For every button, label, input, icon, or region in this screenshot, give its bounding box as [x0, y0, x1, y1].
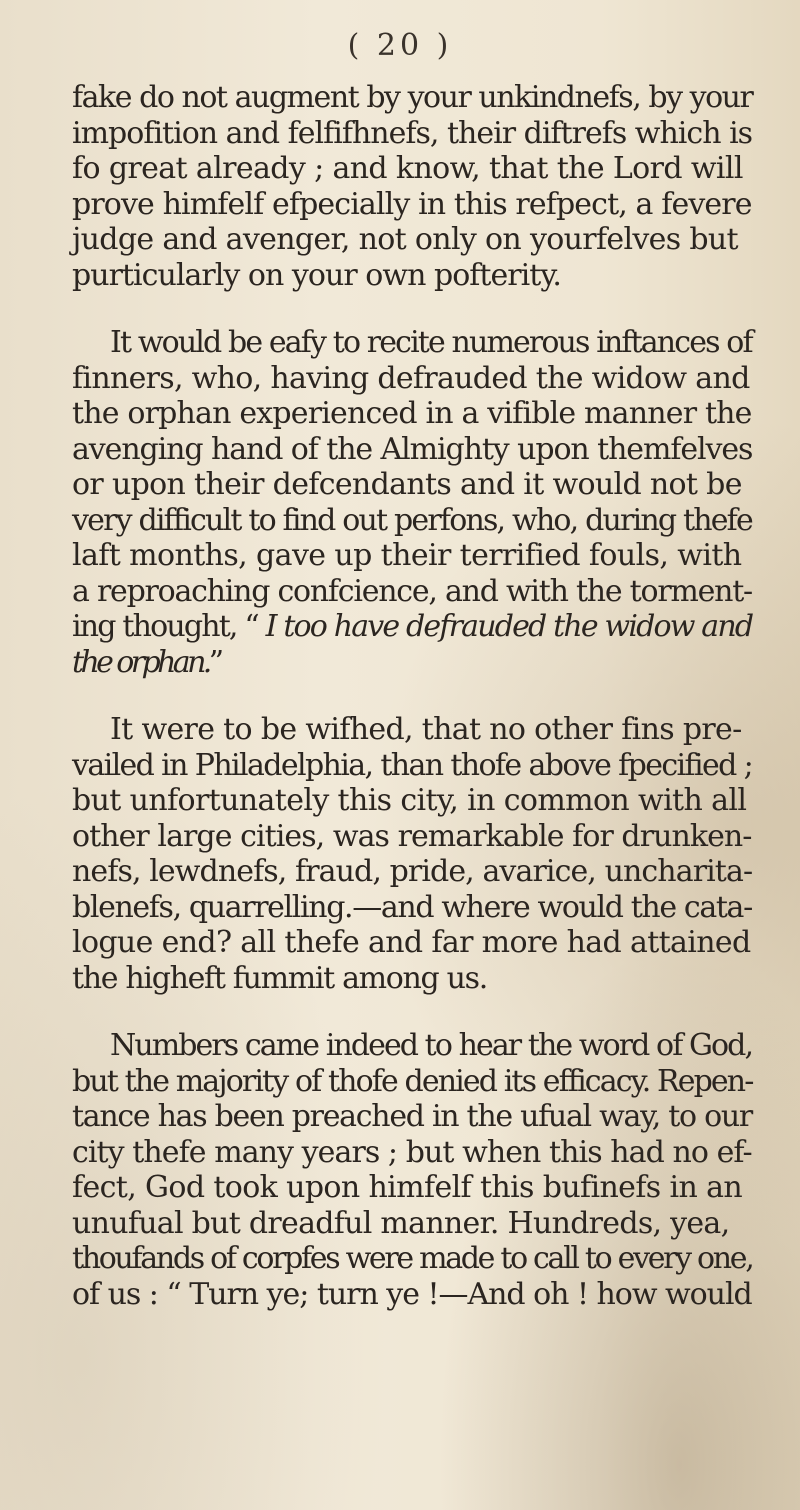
text-line	[72, 467, 800, 503]
body-text	[72, 80, 800, 1344]
line-text: unufual but dreadful manner. Hundreds, yea,	[72, 1205, 730, 1241]
paragraph	[72, 80, 800, 293]
text-line	[72, 1135, 800, 1171]
italic-quote: I too have defrauded the widow and	[265, 609, 753, 644]
line-text: fect, God took upon himfelf this bufinefs in an	[72, 1170, 743, 1205]
line-text: It would be eafy to recite numerous inftances of	[110, 325, 752, 360]
text-line	[72, 151, 800, 187]
text-line	[72, 1241, 800, 1277]
line-text: judge and avenger, not only on yourfelves but	[72, 222, 738, 257]
text-line	[72, 432, 800, 468]
text-line	[72, 609, 800, 645]
line-text: the orphan experienced in a vifible manner the	[72, 396, 752, 431]
text-line	[72, 258, 800, 294]
text-line	[72, 574, 800, 610]
text-line	[72, 222, 800, 258]
line-text: purticularly on your own pofterity.	[72, 257, 561, 293]
text-line	[72, 712, 800, 748]
line-text: ”	[208, 644, 221, 680]
text-line	[72, 748, 800, 784]
text-line	[72, 1277, 800, 1313]
line-text: fo great already ; and know, that the Lord will	[72, 151, 743, 186]
line-text: thoufands of corpfes were made to call to every one,	[72, 1241, 753, 1276]
text-line	[72, 503, 800, 539]
text-line	[72, 538, 800, 574]
line-text: city thefe many years ; but when this had no ef-	[72, 1134, 752, 1170]
text-line	[72, 1206, 800, 1242]
line-text: logue end? all thefe and far more had attained	[72, 925, 751, 960]
line-text: a reproaching confcience, and with the torment-	[72, 573, 752, 609]
line-text: but unfortunately this city, in common with all	[72, 783, 747, 818]
italic-quote: the orphan.	[72, 644, 209, 680]
text-line	[72, 819, 800, 855]
text-line	[72, 325, 800, 361]
line-text: tance has been preached in the ufual way, to our	[72, 1099, 752, 1134]
line-text: impofition and felfifhnefs, their diftrefs which is	[72, 115, 753, 151]
text-line	[72, 890, 800, 926]
line-text: finners, who, having defrauded the widow and	[72, 360, 750, 396]
text-line	[72, 1170, 800, 1206]
line-text: very difficult to find out perfons, who, during thefe	[72, 502, 752, 538]
line-text: prove himfelf efpecially in this refpect, a fevere	[72, 186, 752, 222]
text-line	[72, 1064, 800, 1100]
text-line	[72, 1099, 800, 1135]
text-line	[72, 116, 800, 152]
line-text: or upon their defcendants and it would not be	[72, 467, 742, 502]
line-text: other large cities, was remarkable for drunken-	[72, 818, 752, 854]
text-line	[72, 925, 800, 961]
line-text: nefs, lewdnefs, fraud, pride, avarice, uncharita-	[72, 854, 753, 889]
text-line	[72, 396, 800, 432]
line-text: vailed in Philadelphia, than thofe above fpecified ;	[72, 747, 753, 783]
line-text: Numbers came indeed to hear the word of God,	[110, 1028, 753, 1063]
line-text: laft months, gave up their terrified fouls, with	[72, 538, 742, 573]
line-text: ing thought, “	[72, 609, 266, 644]
text-line	[72, 854, 800, 890]
paragraph	[72, 325, 800, 680]
line-text: the higheft fummit among us.	[72, 960, 487, 996]
text-line	[72, 1028, 800, 1064]
line-text: fake do not augment by your unkindnefs, by your	[72, 80, 753, 115]
page-number: ( 20 )	[347, 28, 453, 63]
line-text: avenging hand of the Almighty upon themfelves	[72, 431, 753, 467]
line-text: It were to be wifhed, that no other fins pre-	[110, 712, 742, 747]
text-line	[72, 361, 800, 397]
text-line	[72, 80, 800, 116]
line-text: but the majority of thofe denied its efficacy. Repen-	[72, 1063, 753, 1099]
text-line	[72, 645, 800, 681]
line-text: blenefs, quarrelling.—and where would the cata-	[72, 889, 752, 925]
paragraph	[72, 1028, 800, 1312]
paragraph	[72, 712, 800, 996]
text-line	[72, 783, 800, 819]
line-text: of us : “ Turn ye; turn ye !—And oh ! how would	[72, 1276, 752, 1312]
text-line	[72, 961, 800, 997]
text-line	[72, 187, 800, 223]
